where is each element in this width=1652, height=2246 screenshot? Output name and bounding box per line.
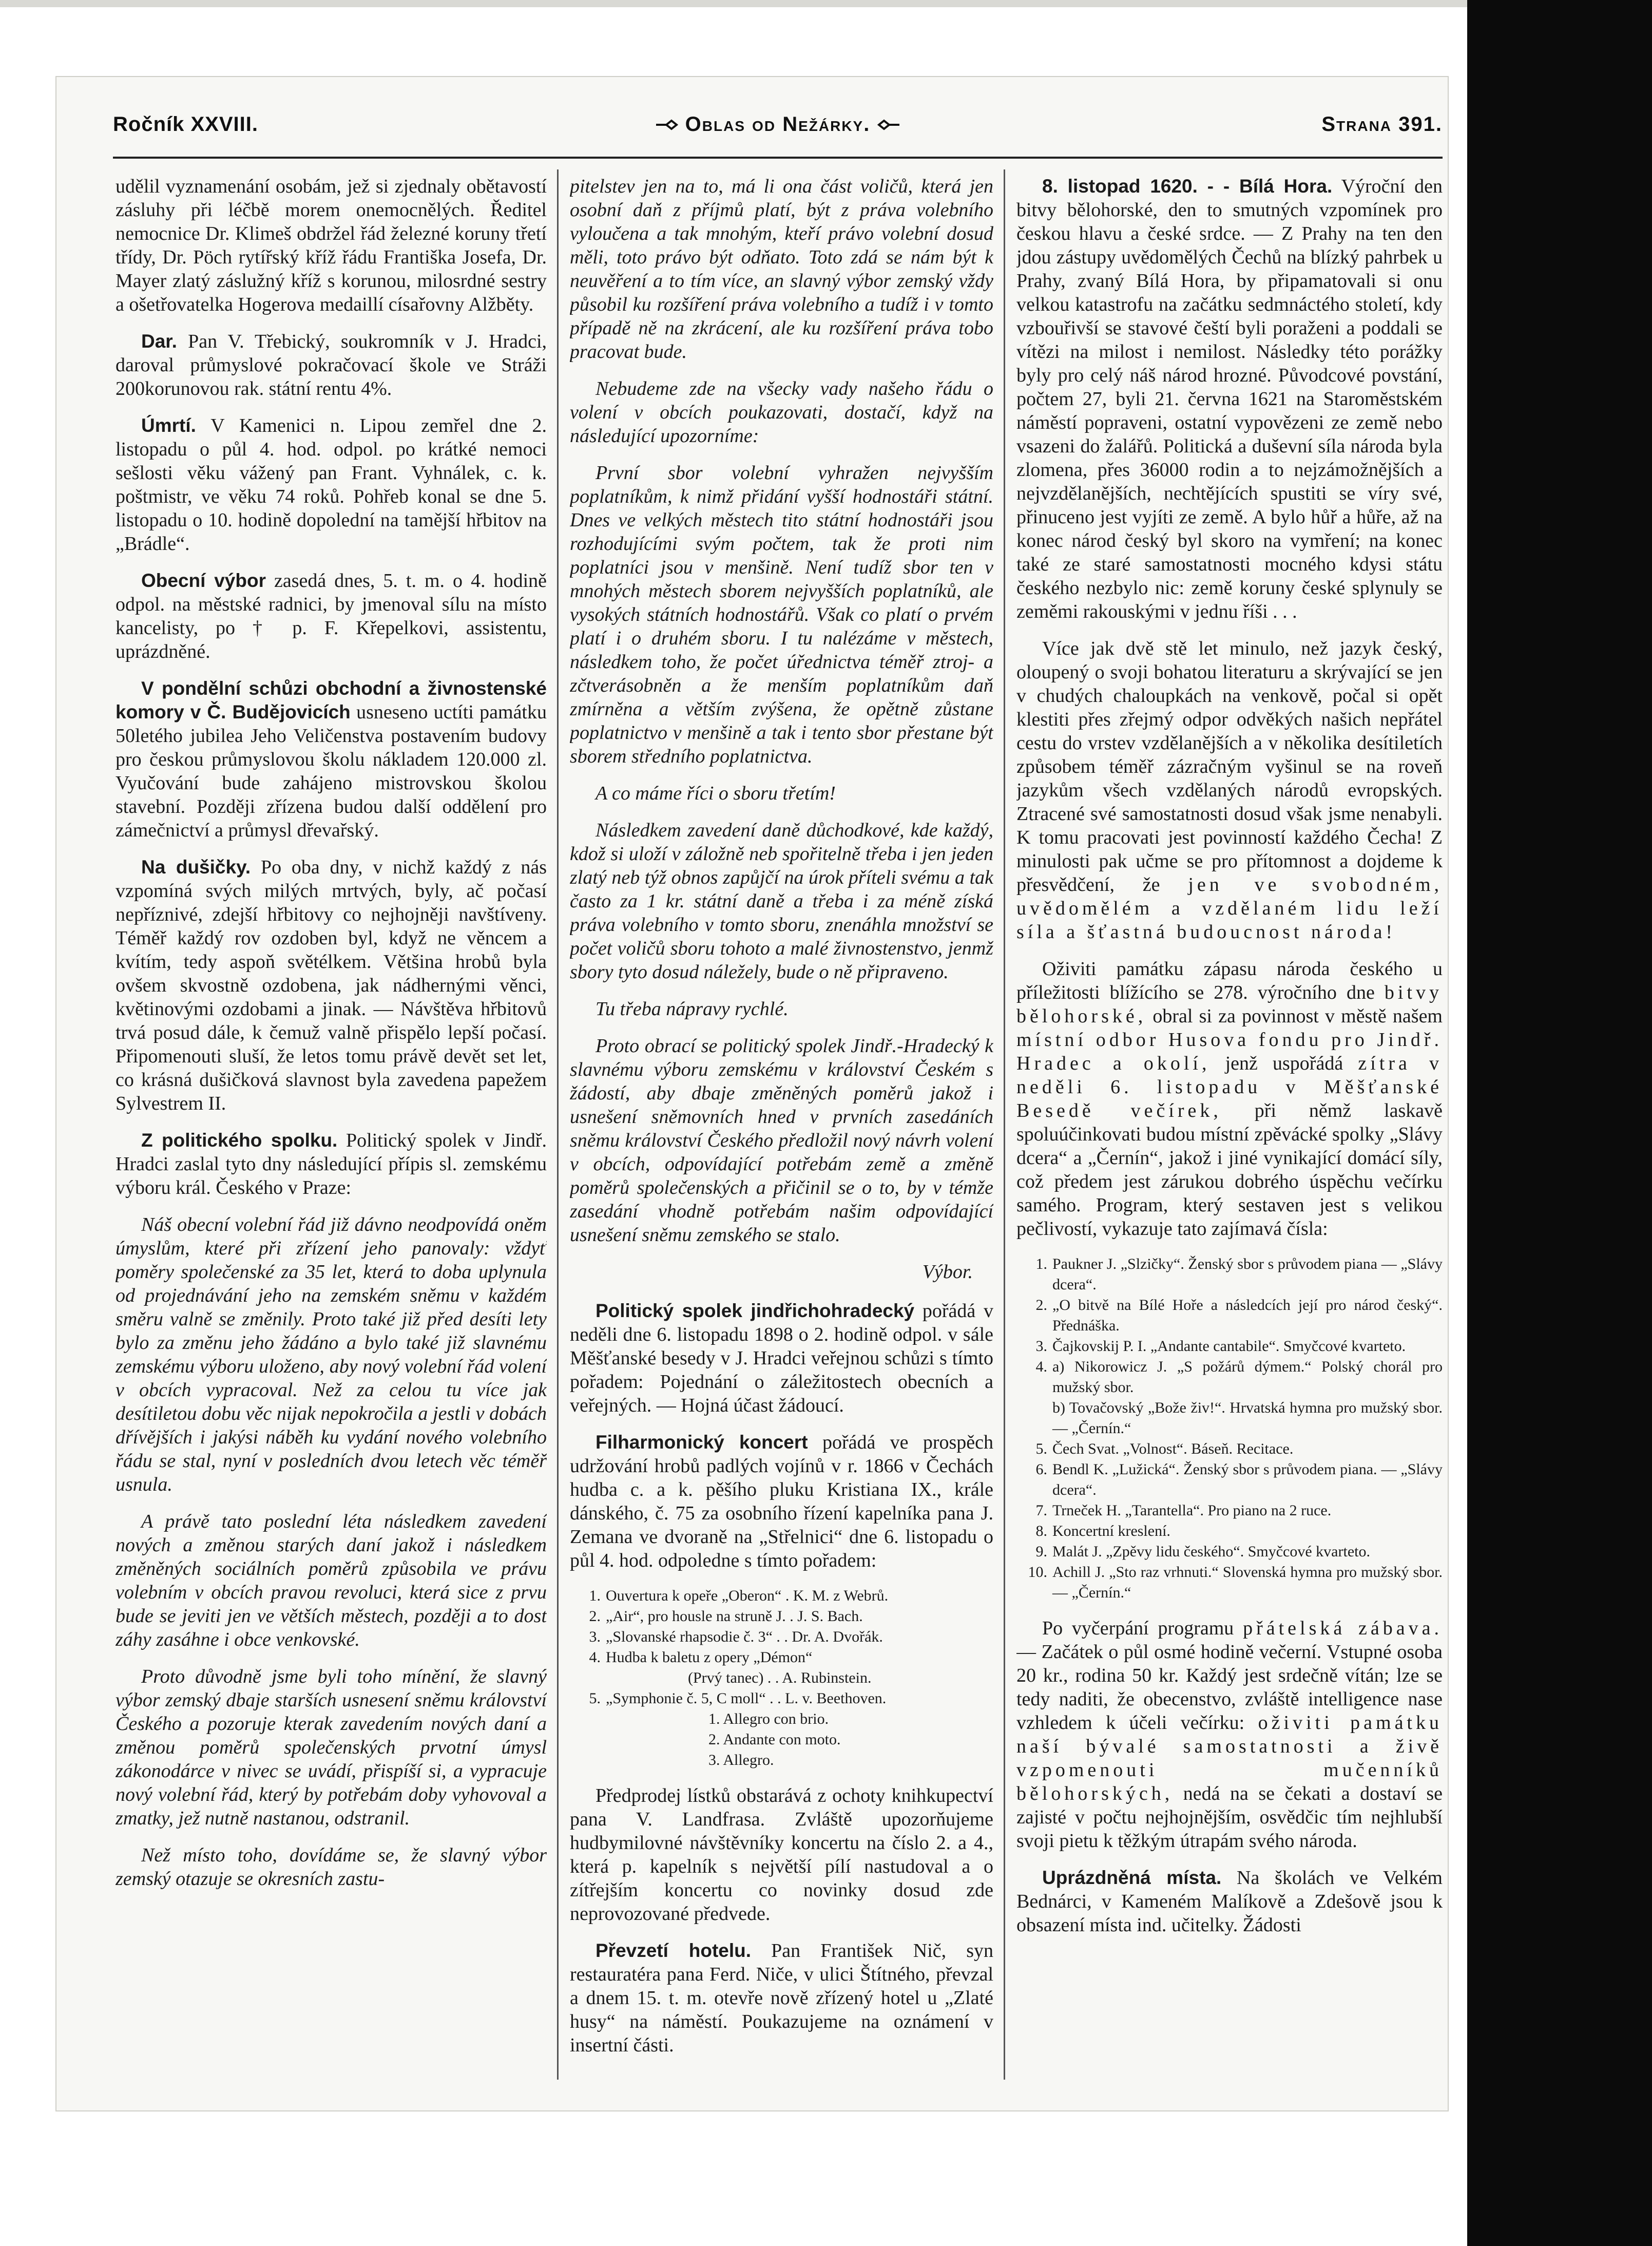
article-filharmonicky	[570, 1431, 993, 1572]
header-rule	[113, 157, 1443, 159]
paragraph: Oživiti památku zápasu národa českého u příležitosti blížícího se 278. výročního dne bitvy bělohorské, obral si za povinnost v městě našem místní odbor Husova fondu pro Jindř. Hradec a okolí, jenž uspořádá zítra v neděli 6. listopadu v Měšťanské Besedě večírek, při němž laskavě spoluúčinkovati budou místní zpěvácké spolky „Slávy dcera“ a „Černín“, jakož i jiné vynikající domácí síly, což předem jest zárukou dobrého úspěchu večírku samého. Program, který sestaven jest s velikou pečlivostí, vykazuje tato zajímavá čísla:	[1016, 958, 1443, 1240]
volume-label: Ročník XXVIII.	[113, 113, 258, 136]
program-item: 2. „O bitvě na Bílé Hoře a následcích její pro národ český“. Přednáška.	[1035, 1297, 1443, 1334]
article-dusicky	[116, 855, 547, 1115]
article-umrti	[116, 414, 547, 556]
signature: Výbor.	[922, 1261, 973, 1283]
concert-program	[570, 1586, 993, 1771]
spaced-emphasis: přátelská zábava.	[1243, 1617, 1443, 1639]
program-item: 5. „Symphonie č. 5, C moll“ . . L. v. Beethoven.	[589, 1690, 887, 1707]
article-uprazdnena-mista	[1016, 1866, 1443, 1937]
quoted-paragraph: Tu třeba nápravy rychlé.	[596, 998, 789, 1020]
article-politicky-spolek	[570, 1299, 993, 1417]
quoted-paragraph: Náš obecní volební řád již dávno neodpovídá oněm úmyslům, které při zřízení jeho panovaly: vždyť poměry společenské za 35 let, která to doba uplynula od projednávání jeho na zemském sněmu v každém směru valně se změnily. Proto také již před desíti lety bylo za změnu jeho žádáno a bylo také již slavnému zemskému výboru uloženo, aby nový volební řád volení v obcích vypracoval. Než za celou tu více jak desítiletou dobu věc nijak nepokročila a jestli v dobách dřívějších i jakýsi náběh ku vydání nového volebního řádu se stal, nyní v posledních dvou letech věc téměř usnula.	[116, 1214, 547, 1495]
quoted-paragraph: Než místo toho, dovídáme se, že slavný výbor zemský otazuje se okresních zastu-	[116, 1844, 547, 1890]
article-heading: Politický spolek jindřichohradecký	[596, 1300, 915, 1321]
article-komora	[116, 677, 547, 842]
column-1	[116, 175, 547, 2085]
column-rule	[1004, 169, 1005, 2080]
quoted-paragraph: Nebudeme zde na všecky vady našeho řádu o volení v obcích poukazovati, dostačí, když na následující upozorníme:	[570, 378, 993, 447]
spaced-emphasis: oživiti památku naší bývalé samostatnosti a živě vzpomenouti mučenníků bělohorských,	[1016, 1712, 1443, 1804]
quoted-paragraph: A co máme říci o sboru třetím!	[596, 783, 836, 804]
program-item: 7. Trneček H. „Tarantella“. Pro piano na 2 ruce.	[1035, 1502, 1332, 1519]
program-item: 3. Čajkovskij P. I. „Andante cantabile“. Smyčcové kvarteto.	[1035, 1338, 1406, 1355]
page-number-label: Strana 391.	[1321, 113, 1443, 136]
paragraph: Více jak dvě stě let minulo, než jazyk český, oloupený o svoji bohatou literaturu a skrývající se jen v chudých chaloupkách na venkově, počal si opět klestiti přes zřejmý odpor odvěkých našich nepřátel cestu do vrstev vzdělanějších a v několika desítiletích způsobem téměř zázračným vyšinul se na roveň jazykům všech vzdělaných národů evropských. Ztracené své samostatnosti dosud však jsme nenabyli. K tomu pracovati jest povinností každého Čecha! Z minulosti pak učme se pro přítomnost a dojdeme k přesvědčení, že jen ve svobodném, uvědomělém a vzdělaném lidu leží síla a šťastná budoucnost národa!	[1016, 638, 1443, 943]
page-header	[113, 103, 1443, 149]
program-item: 3. Allegro.	[708, 1752, 774, 1768]
article-text: Pan V. Třebický, soukromník v J. Hradci, daroval průmyslové pokračovací škole ve Stráži 200korunovou rak. státní rentu 4%.	[116, 331, 547, 399]
article-heading: Uprázdněná místa.	[1042, 1867, 1222, 1888]
column-2	[570, 175, 993, 2085]
article-spolek	[116, 1129, 547, 1200]
program-item: 1. Paukner J. „Slzičky“. Ženský sbor s průvodem piana — „Slávy dcera“.	[1035, 1255, 1443, 1293]
scan-top-edge	[0, 0, 1652, 7]
article-heading: Filharmonický koncert	[596, 1432, 808, 1453]
program-item: 2. „Air“, pro housle na struně J. . J. S. Bach.	[589, 1608, 863, 1625]
article-heading: Převzetí hotelu.	[596, 1940, 752, 1961]
spaced-emphasis: bitvy bělohorské,	[1016, 982, 1443, 1027]
article-text: zasedá dnes, 5. t. m. o 4. hodině odpol. na městské radnici, by jmenoval sílu na místo kancelisty, po † p. F. Křepelkovi, assistentu, uprázdněné.	[116, 570, 547, 662]
article-text: Pan František Nič, syn restauratéra pana Ferd. Niče, v ulici Štítného, převzal a dnem 15. t. m. otevře nově zřízený hotel u „Zlaté husy“ na náměstí. Poukazujeme na oznámení v insertní části.	[570, 1940, 993, 2056]
spaced-emphasis: jen ve svobodném, uvědomělém a vzdělaném lidu leží síla a šťastná budoucnost národa!	[1016, 874, 1443, 943]
article-text: usneseno uctíti památku 50letého jubilea Jeho Veličenstva postavením budovy pro českou průmyslovou školu nákladem 120.000 zl. Vyučování bude zahájeno mistrovskou školou stavební. Později zřízena budou další oddělení pro zámečnictví a průmysl dřevařský.	[116, 701, 547, 841]
program-item: 4. a) Nikorowicz J. „S požárů dýmem.“ Polský chorál pro mužský sbor.	[1035, 1358, 1443, 1396]
column-rule	[557, 169, 559, 2080]
article-hotel	[570, 1939, 993, 2057]
paragraph: Předprodej lístků obstarává z ochoty knihkupectví pana V. Landfrasa. Zvláště upozorňujeme hudbymilovné návštěvníky koncertu na číslo 2. a 4., která p. kapelník s největší pílí nastudoval a o zítřejším koncertu co novinky dosud zde neprovozované předvede.	[570, 1785, 993, 1925]
masthead-text: Oblas od Nežárky.	[685, 113, 871, 136]
quoted-paragraph: A právě tato poslední léta následkem zavedení nových a změnou starých daní jakož i následkem změněných sociálních poměrů způsobila ve právu volebním v obcích pravou revoluci, která sice z prvu bude se jeviti jen ve větších městech, později a to dost záhy zasáhne i obce venkovské.	[116, 1511, 547, 1650]
article-heading: Úmrtí.	[141, 415, 196, 436]
ornament-right-icon	[877, 113, 900, 136]
article-heading: Na dušičky.	[141, 856, 251, 878]
article-heading: Obecní výbor	[141, 570, 266, 591]
article-bila-hora	[1016, 175, 1443, 623]
program-item: 2. Andante con moto.	[708, 1731, 841, 1748]
article-obecni-vybor	[116, 569, 547, 663]
quoted-paragraph: pitelstev jen na to, má li ona část voličů, která jen osobní daň z příjmů platí, být z práva volebního vyloučena a tak mnohým, kteří právo volební dosud měli, toto právo být odňato. Toto zdá se nám být k neuvěření a to tím více, an slavný výbor zemský vždy působil ku rozšíření práva volebního a tudíž i v tomto případě ně na zkrácení, ale ku rozšíření práva tobo pracovat bude.	[570, 176, 993, 363]
spaced-emphasis: místní odbor Husova fondu pro Jindř. Hradec a okolí,	[1016, 1029, 1443, 1074]
program-item: 3. „Slovanské rhapsodie č. 3“ . . Dr. A. Dvořák.	[589, 1628, 883, 1645]
ornament-left-icon	[655, 113, 679, 136]
quoted-paragraph: Proto důvodně jsme byli toho mínění, že slavný výbor zemský dbaje starších usnesení sněmu království Českého a pozoruje kterak zavedením nových daní a změnou poměrů společenských prvotní úmysl zákonodárce v nivec se uvádí, přispíší si, a vypracuje nový volební řád, který by potřebám doby vyhovoval a zmatky, jež nutně nastanou, odstranil.	[116, 1666, 547, 1829]
program-item: 4. Hudba k baletu z opery „Démon“	[589, 1649, 813, 1666]
spaced-emphasis: zítra v neděli 6. listopadu v Měšťanské Besedě večírek,	[1016, 1053, 1443, 1121]
quoted-paragraph: Proto obrací se politický spolek Jindř.-Hradecký k slavnému výboru zemskému v království Českém s žádostí, aby dbaje změněných poměrů jakož i usnešení sněmovních hned v prvních zasedáních sněmu království Českého předložil nový návrh volení v obcích, odpovídající potřebám země a změně poměrů společenských a přičinil se o to, by v témže zasedání vhodně potřebám našim odpovídající usnešení sněmu zemského se stalo.	[570, 1035, 993, 1246]
article-text: pořádá ve prospěch udržování hrobů padlých vojínů v r. 1866 v Čechách hudba c. a k. pěšího pluku Kristiana IX., krále dánského, č. 75 za osobního řízení kapelníka pana J. Zemana ve dvoraně na „Střelnici“ dne 6. listopadu o půl 4. hod. odpoledne s tímto pořadem:	[570, 1432, 993, 1571]
article-text: V Kamenici n. Lipou zemřel dne 2. listopadu o půl 4. hod. odpol. po krátké nemoci sešlosti věku vážený pan Frant. Vyhnálek, c. k. poštmistr, ve věku 74 roků. Pohřeb konal se dne 5. listopadu o 10. hodině dopolední na tamější hřbitov na „Brádle“.	[116, 415, 547, 555]
article-heading: Dar.	[141, 331, 177, 352]
article-text: Po oba dny, v nichž každý z nás vzpomíná svých milých mrtvých, byly, ač počasí nepříznivé, zdejší hřbitovy co nejhojněji navštíveny. Téměř každý rov ozdoben byl, když ne věncem a kvítím, tedy aspoň světélkem. Většina hrobů byla ovšem skvostně ozdobena, jak nádhernými věnci, květinovými ozdobami a jinak. — Návštěva hřbitovů trvá posud dále, k čemuž valně přispělo lepší počasí. Připomenouti sluší, že letos tomu právě devět set let, co krásná dušičková slavnost byla zavedena papežem Sylvestrem II.	[116, 856, 547, 1114]
article-heading: V pondělní schůzi obchodní a živnostenské komory v Č. Budějovicích	[116, 678, 547, 722]
article-heading: Z politického spolku.	[141, 1130, 338, 1151]
program-item: 8. Koncertní kreslení.	[1035, 1522, 1170, 1539]
program-item: 6. Bendl K. „Lužická“. Ženský sbor s průvodem piana. — „Slávy dcera“.	[1035, 1461, 1443, 1498]
article-dar	[116, 330, 547, 401]
program-item: (Prvý tanec) . . A. Rubinstein.	[688, 1669, 872, 1686]
evening-program	[1016, 1254, 1443, 1603]
program-item: 1. Ouvertura k opeře „Oberon“ . K. M. z Webrů.	[589, 1587, 889, 1604]
article-text: Politický spolek v Jindř. Hradci zaslal tyto dny následující přípis sl. zemskému výboru král. Českého v Praze:	[116, 1130, 547, 1198]
article-text: Na školách ve Velkém Bednárci, v Kameném Malíkově a Zdešově jsou k obsazení místa ind. učitelky. Žádosti	[1016, 1867, 1443, 1936]
article-text: Výroční den bitvy bělohorské, den to smutných vzpomínek pro českou hlavu a české srdce. — Z Prahy na ten den jdou zástupy uvědomělých Čechů na blízký pahrbek u Prahy, zvaný Bílá Hora, by připamatovali si onu velkou katastrofu na začátku sedmnáctého století, kdy vzbouřivší se stavové čeští byli poraženi a poddali se vítězi na milost i nemilost. Následky této porážky byly pro celý náš národ hrozné. Původcové povstání, počtem 27, byli 21. června 1621 na Staroměstském náměstí popraveni, ostatní vypovězeni ze země nebo vsazeni do žalářů. Politická a duševní síla národa byla zlomena, přes 36000 rodin a to nejzámožnějších a nejvzdělanějších, nechtějících spustiti se víry své, přinuceno jest vyjíti ze země. A bylo hůř a hůře, až na konec národ český byl skoro na vymření; na konec také ze staré samostatnosti mocného kdysi státu českého nezbylo nic: země koruny české splynuly se zeměmi rakouskými v jednu říši . . .	[1016, 176, 1443, 622]
program-item: 5. Čech Svat. „Volnost“. Báseň. Recitace.	[1035, 1440, 1294, 1457]
program-item: b) Tovačovský „Bože živ!“. Hrvatská hymna pro mužský sbor. — „Černín.“	[1052, 1399, 1443, 1437]
masthead-title	[113, 113, 1443, 136]
program-item: 1. Allegro con brio.	[708, 1710, 829, 1727]
scan-dark-border	[1467, 0, 1652, 2246]
quoted-paragraph: První sbor volební vyhražen nejvyšším poplatníkům, k nimž přidání vyšší hodnostáři státní. Dnes ve velkých městech tito státní hodnostáři jsou rozhodujícími svým počtem, tak že proti nim poplatníci jsou v menšině. Není tudíž sbor ten v mnohých městech sborem nejvyšších poplatníků, ale vysokých státních hodnostářů. Však co platí o prvém platí i o druhém sboru. I tu nalézáme v městech, následkem toho, že počet úřednictva téměř ztroj- a zčtverásobněn a že menším poplatníkům daň zmírněna a větším zvýšena, že opětně zůstane poplatnictvo v menšině a tak i tento sbor přestane být sborem středního poplatnictva.	[570, 462, 993, 767]
paragraph: Po vyčerpání programu přátelská zábava. — Začátek o půl osmé hodině večerní. Vstupné osoba 20 kr., rodina 50 kr. Každý jest srdečně vítán; lze se tedy naditi, že obecenstvo, zvláště intelligence nase vzhledem k účeli večírku: oživiti památku naší bývalé samostatnosti a živě vzpomenouti mučenníků bělohorských, nedá na se čekati a dostaví se zajisté v počtu nejhojnějším, osvědčic tím nejhlubší svoji pietu k těžkým útrapám svého národa.	[1016, 1617, 1443, 1852]
column-3	[1016, 175, 1443, 2085]
program-item: 10. Achill J. „Sto raz vrhnuti.“ Slovenská hymna pro mužský sbor. — „Černín.“	[1028, 1564, 1443, 1601]
paragraph: udělil vyznamenání osobám, jež si zjednaly obětavostí zásluhy při léčbě morem onemocnělých. Ředitel nemocnice Dr. Klimeš obdržel řád železné koruny třetí třídy, Dr. Pöch rytířský kříž řádu Františka Josefa, Dr. Mayer zlatý záslužný kříž s korunou, milosrdné sestry a ošetřovatelka Hogerova medaillí císařovny Alžběty.	[116, 176, 547, 315]
quoted-paragraph: Následkem zavedení daně důchodkové, kde každý, kdož si uloží v záložně neb spořitelně třeba i jen jeden zlatý neb týž obnos zapůjčí na úrok příteli svému a tak často za 1 kr. státní daně a třeba i za méně získá práva volebního v tomto sboru, znenáhla množství se počet voličů sboru tohoto a malé živnostenstvo, jenmž sbory tyto dosud náležely, bude o ně připraveno.	[570, 820, 993, 983]
article-text: pořádá v neděli dne 6. listopadu 1898 o 2. hodině odpol. v sále Měšťanské besedy v J. Hradci veřejnou schůzi s tímto pořadem: Pojednání o záležitostech obecních a veřejných. — Hojná účast žádoucí.	[570, 1300, 993, 1416]
article-heading: 8. listopad 1620. - - Bílá Hora.	[1042, 176, 1333, 197]
program-item: 9. Malát J. „Zpěvy lidu českého“. Smyčcové kvarteto.	[1035, 1543, 1370, 1560]
